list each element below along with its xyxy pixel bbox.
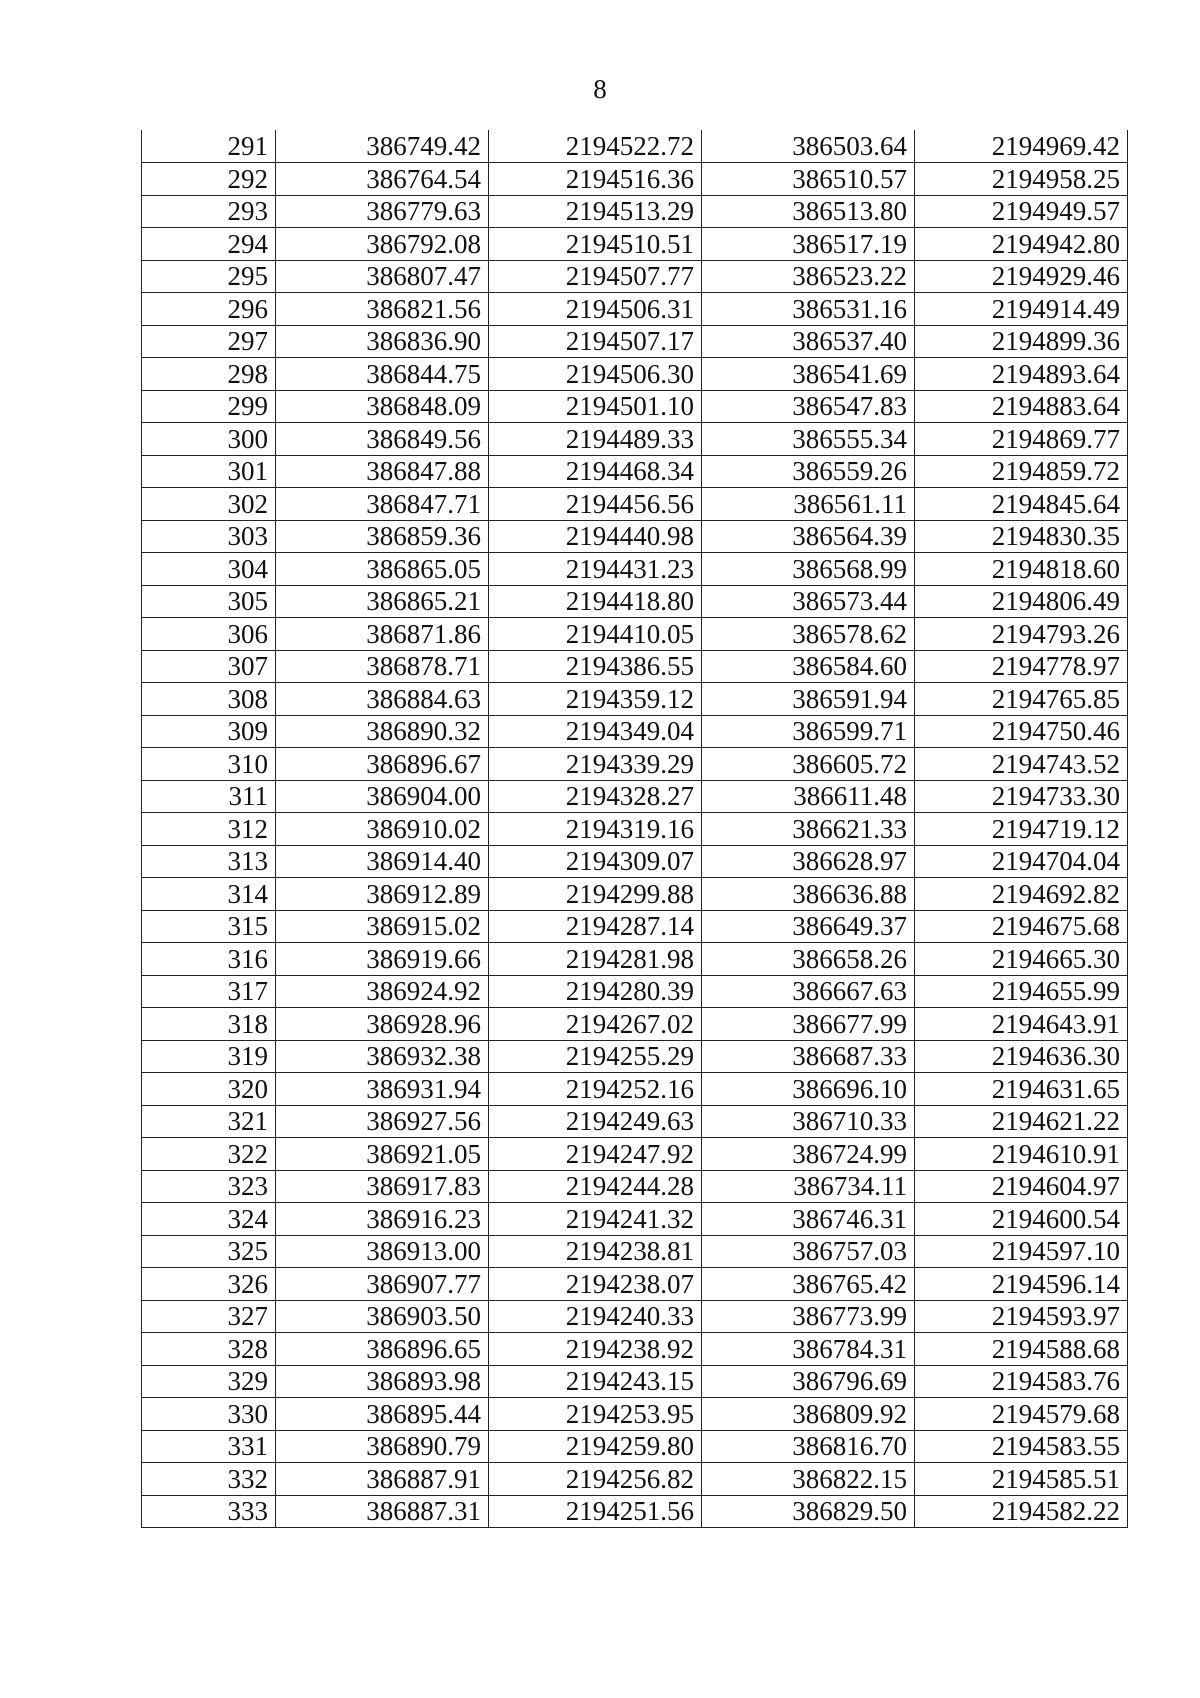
point-number-cell: 327 [142, 1300, 276, 1333]
x2-cell: 386605.72 [702, 748, 915, 781]
y1-cell: 2194468.34 [489, 455, 702, 488]
y2-cell: 2194869.77 [915, 423, 1128, 456]
y2-cell: 2194830.35 [915, 520, 1128, 553]
point-number-cell: 329 [142, 1365, 276, 1398]
point-number-cell: 311 [142, 780, 276, 813]
y1-cell: 2194319.16 [489, 813, 702, 846]
table-row [142, 260, 1128, 293]
x2-cell: 386809.92 [702, 1398, 915, 1431]
x1-cell: 386910.02 [276, 813, 489, 846]
y2-cell: 2194704.04 [915, 845, 1128, 878]
point-number-cell: 297 [142, 325, 276, 358]
y2-cell: 2194765.85 [915, 683, 1128, 716]
point-number-cell: 291 [142, 130, 276, 163]
table-row [142, 1463, 1128, 1496]
table-row [142, 1008, 1128, 1041]
x2-cell: 386636.88 [702, 878, 915, 911]
y1-cell: 2194243.15 [489, 1365, 702, 1398]
x1-cell: 386924.92 [276, 975, 489, 1008]
x1-cell: 386807.47 [276, 260, 489, 293]
table-row [142, 293, 1128, 326]
x1-cell: 386896.67 [276, 748, 489, 781]
y2-cell: 2194733.30 [915, 780, 1128, 813]
x2-cell: 386561.11 [702, 488, 915, 521]
y2-cell: 2194958.25 [915, 163, 1128, 196]
x2-cell: 386696.10 [702, 1073, 915, 1106]
point-number-cell: 322 [142, 1138, 276, 1171]
y2-cell: 2194583.55 [915, 1430, 1128, 1463]
x1-cell: 386893.98 [276, 1365, 489, 1398]
table-row [142, 1333, 1128, 1366]
x2-cell: 386658.26 [702, 943, 915, 976]
y1-cell: 2194510.51 [489, 228, 702, 261]
x2-cell: 386568.99 [702, 553, 915, 586]
y2-cell: 2194621.22 [915, 1105, 1128, 1138]
x2-cell: 386599.71 [702, 715, 915, 748]
table-row [142, 715, 1128, 748]
x2-cell: 386559.26 [702, 455, 915, 488]
point-number-cell: 316 [142, 943, 276, 976]
x1-cell: 386907.77 [276, 1268, 489, 1301]
x1-cell: 386887.31 [276, 1495, 489, 1528]
x2-cell: 386667.63 [702, 975, 915, 1008]
x2-cell: 386773.99 [702, 1300, 915, 1333]
point-number-cell: 313 [142, 845, 276, 878]
point-number-cell: 310 [142, 748, 276, 781]
y1-cell: 2194506.30 [489, 358, 702, 391]
y1-cell: 2194247.92 [489, 1138, 702, 1171]
x2-cell: 386611.48 [702, 780, 915, 813]
table-row [142, 975, 1128, 1008]
x1-cell: 386903.50 [276, 1300, 489, 1333]
table-row [142, 943, 1128, 976]
point-number-cell: 302 [142, 488, 276, 521]
y1-cell: 2194506.31 [489, 293, 702, 326]
x1-cell: 386932.38 [276, 1040, 489, 1073]
y2-cell: 2194585.51 [915, 1463, 1128, 1496]
table-row [142, 585, 1128, 618]
x2-cell: 386621.33 [702, 813, 915, 846]
y2-cell: 2194750.46 [915, 715, 1128, 748]
x1-cell: 386865.05 [276, 553, 489, 586]
table-row [142, 553, 1128, 586]
table-row [142, 1138, 1128, 1171]
y1-cell: 2194280.39 [489, 975, 702, 1008]
y1-cell: 2194507.77 [489, 260, 702, 293]
table-row [142, 1430, 1128, 1463]
x1-cell: 386859.36 [276, 520, 489, 553]
y1-cell: 2194287.14 [489, 910, 702, 943]
x1-cell: 386847.71 [276, 488, 489, 521]
table-row [142, 1105, 1128, 1138]
y1-cell: 2194410.05 [489, 618, 702, 651]
y1-cell: 2194418.80 [489, 585, 702, 618]
x1-cell: 386847.88 [276, 455, 489, 488]
y2-cell: 2194845.64 [915, 488, 1128, 521]
coordinates-table [141, 130, 1128, 1528]
point-number-cell: 321 [142, 1105, 276, 1138]
y1-cell: 2194328.27 [489, 780, 702, 813]
x1-cell: 386779.63 [276, 195, 489, 228]
point-number-cell: 333 [142, 1495, 276, 1528]
point-number-cell: 320 [142, 1073, 276, 1106]
y1-cell: 2194440.98 [489, 520, 702, 553]
x1-cell: 386884.63 [276, 683, 489, 716]
table-row [142, 845, 1128, 878]
point-number-cell: 294 [142, 228, 276, 261]
y1-cell: 2194456.56 [489, 488, 702, 521]
point-number-cell: 318 [142, 1008, 276, 1041]
point-number-cell: 300 [142, 423, 276, 456]
point-number-cell: 299 [142, 390, 276, 423]
x1-cell: 386821.56 [276, 293, 489, 326]
point-number-cell: 303 [142, 520, 276, 553]
y2-cell: 2194942.80 [915, 228, 1128, 261]
table-row [142, 358, 1128, 391]
x1-cell: 386865.21 [276, 585, 489, 618]
point-number-cell: 325 [142, 1235, 276, 1268]
x1-cell: 386890.79 [276, 1430, 489, 1463]
point-number-cell: 319 [142, 1040, 276, 1073]
x2-cell: 386687.33 [702, 1040, 915, 1073]
table-row [142, 878, 1128, 911]
y1-cell: 2194522.72 [489, 130, 702, 163]
y1-cell: 2194253.95 [489, 1398, 702, 1431]
x2-cell: 386649.37 [702, 910, 915, 943]
x1-cell: 386849.56 [276, 423, 489, 456]
table-row [142, 1300, 1128, 1333]
x1-cell: 386916.23 [276, 1203, 489, 1236]
x2-cell: 386537.40 [702, 325, 915, 358]
x1-cell: 386764.54 [276, 163, 489, 196]
table-row [142, 748, 1128, 781]
point-number-cell: 331 [142, 1430, 276, 1463]
point-number-cell: 309 [142, 715, 276, 748]
x1-cell: 386913.00 [276, 1235, 489, 1268]
point-number-cell: 301 [142, 455, 276, 488]
y2-cell: 2194665.30 [915, 943, 1128, 976]
x1-cell: 386928.96 [276, 1008, 489, 1041]
x2-cell: 386503.64 [702, 130, 915, 163]
y2-cell: 2194579.68 [915, 1398, 1128, 1431]
x2-cell: 386784.31 [702, 1333, 915, 1366]
x2-cell: 386555.34 [702, 423, 915, 456]
y1-cell: 2194386.55 [489, 650, 702, 683]
x1-cell: 386919.66 [276, 943, 489, 976]
table-row [142, 1398, 1128, 1431]
y1-cell: 2194281.98 [489, 943, 702, 976]
x2-cell: 386757.03 [702, 1235, 915, 1268]
x2-cell: 386510.57 [702, 163, 915, 196]
point-number-cell: 305 [142, 585, 276, 618]
y2-cell: 2194582.22 [915, 1495, 1128, 1528]
point-number-cell: 330 [142, 1398, 276, 1431]
y1-cell: 2194507.17 [489, 325, 702, 358]
table-row [142, 423, 1128, 456]
y2-cell: 2194675.68 [915, 910, 1128, 943]
x2-cell: 386547.83 [702, 390, 915, 423]
table-row [142, 1495, 1128, 1528]
point-number-cell: 306 [142, 618, 276, 651]
y1-cell: 2194238.92 [489, 1333, 702, 1366]
x1-cell: 386931.94 [276, 1073, 489, 1106]
y1-cell: 2194349.04 [489, 715, 702, 748]
point-number-cell: 323 [142, 1170, 276, 1203]
table-row [142, 1203, 1128, 1236]
x1-cell: 386871.86 [276, 618, 489, 651]
point-number-cell: 295 [142, 260, 276, 293]
y2-cell: 2194655.99 [915, 975, 1128, 1008]
y1-cell: 2194259.80 [489, 1430, 702, 1463]
table-row [142, 1170, 1128, 1203]
y1-cell: 2194516.36 [489, 163, 702, 196]
y2-cell: 2194643.91 [915, 1008, 1128, 1041]
x1-cell: 386914.40 [276, 845, 489, 878]
x2-cell: 386677.99 [702, 1008, 915, 1041]
point-number-cell: 328 [142, 1333, 276, 1366]
x1-cell: 386887.91 [276, 1463, 489, 1496]
x1-cell: 386792.08 [276, 228, 489, 261]
y2-cell: 2194949.57 [915, 195, 1128, 228]
point-number-cell: 293 [142, 195, 276, 228]
x2-cell: 386829.50 [702, 1495, 915, 1528]
table-row [142, 455, 1128, 488]
point-number-cell: 292 [142, 163, 276, 196]
y2-cell: 2194719.12 [915, 813, 1128, 846]
x1-cell: 386904.00 [276, 780, 489, 813]
table-row [142, 1040, 1128, 1073]
y2-cell: 2194893.64 [915, 358, 1128, 391]
x2-cell: 386746.31 [702, 1203, 915, 1236]
x1-cell: 386915.02 [276, 910, 489, 943]
table-row [142, 520, 1128, 553]
y2-cell: 2194597.10 [915, 1235, 1128, 1268]
y1-cell: 2194238.81 [489, 1235, 702, 1268]
point-number-cell: 326 [142, 1268, 276, 1301]
table-row [142, 163, 1128, 196]
x2-cell: 386710.33 [702, 1105, 915, 1138]
y2-cell: 2194929.46 [915, 260, 1128, 293]
x2-cell: 386531.16 [702, 293, 915, 326]
x2-cell: 386564.39 [702, 520, 915, 553]
table-row [142, 650, 1128, 683]
x1-cell: 386927.56 [276, 1105, 489, 1138]
page-number: 8 [593, 74, 607, 104]
table-row [142, 488, 1128, 521]
point-number-cell: 324 [142, 1203, 276, 1236]
x2-cell: 386513.80 [702, 195, 915, 228]
x2-cell: 386734.11 [702, 1170, 915, 1203]
y1-cell: 2194489.33 [489, 423, 702, 456]
y1-cell: 2194431.23 [489, 553, 702, 586]
x1-cell: 386896.65 [276, 1333, 489, 1366]
y2-cell: 2194583.76 [915, 1365, 1128, 1398]
y2-cell: 2194793.26 [915, 618, 1128, 651]
x2-cell: 386541.69 [702, 358, 915, 391]
y2-cell: 2194778.97 [915, 650, 1128, 683]
table-row [142, 195, 1128, 228]
y2-cell: 2194588.68 [915, 1333, 1128, 1366]
y1-cell: 2194256.82 [489, 1463, 702, 1496]
point-number-cell: 296 [142, 293, 276, 326]
coordinates-table-body [142, 130, 1128, 1528]
y1-cell: 2194251.56 [489, 1495, 702, 1528]
y2-cell: 2194859.72 [915, 455, 1128, 488]
x1-cell: 386917.83 [276, 1170, 489, 1203]
y1-cell: 2194252.16 [489, 1073, 702, 1106]
point-number-cell: 314 [142, 878, 276, 911]
x1-cell: 386836.90 [276, 325, 489, 358]
table-row [142, 618, 1128, 651]
x1-cell: 386878.71 [276, 650, 489, 683]
x2-cell: 386816.70 [702, 1430, 915, 1463]
y1-cell: 2194238.07 [489, 1268, 702, 1301]
table-row [142, 390, 1128, 423]
y1-cell: 2194267.02 [489, 1008, 702, 1041]
table-row [142, 910, 1128, 943]
x1-cell: 386844.75 [276, 358, 489, 391]
y2-cell: 2194969.42 [915, 130, 1128, 163]
y1-cell: 2194249.63 [489, 1105, 702, 1138]
y1-cell: 2194339.29 [489, 748, 702, 781]
x2-cell: 386523.22 [702, 260, 915, 293]
y1-cell: 2194299.88 [489, 878, 702, 911]
point-number-cell: 312 [142, 813, 276, 846]
x1-cell: 386912.89 [276, 878, 489, 911]
x2-cell: 386796.69 [702, 1365, 915, 1398]
x1-cell: 386921.05 [276, 1138, 489, 1171]
y2-cell: 2194743.52 [915, 748, 1128, 781]
y1-cell: 2194240.33 [489, 1300, 702, 1333]
table-row [142, 780, 1128, 813]
table-row [142, 813, 1128, 846]
x1-cell: 386749.42 [276, 130, 489, 163]
y2-cell: 2194899.36 [915, 325, 1128, 358]
y1-cell: 2194309.07 [489, 845, 702, 878]
y1-cell: 2194241.32 [489, 1203, 702, 1236]
y2-cell: 2194610.91 [915, 1138, 1128, 1171]
y2-cell: 2194806.49 [915, 585, 1128, 618]
y2-cell: 2194600.54 [915, 1203, 1128, 1236]
x2-cell: 386573.44 [702, 585, 915, 618]
x1-cell: 386890.32 [276, 715, 489, 748]
table-row [142, 228, 1128, 261]
point-number-cell: 298 [142, 358, 276, 391]
x2-cell: 386517.19 [702, 228, 915, 261]
y1-cell: 2194513.29 [489, 195, 702, 228]
table-row [142, 325, 1128, 358]
x2-cell: 386765.42 [702, 1268, 915, 1301]
x2-cell: 386724.99 [702, 1138, 915, 1171]
y2-cell: 2194914.49 [915, 293, 1128, 326]
x2-cell: 386628.97 [702, 845, 915, 878]
point-number-cell: 315 [142, 910, 276, 943]
point-number-cell: 304 [142, 553, 276, 586]
y2-cell: 2194818.60 [915, 553, 1128, 586]
y2-cell: 2194883.64 [915, 390, 1128, 423]
table-row [142, 130, 1128, 163]
x2-cell: 386578.62 [702, 618, 915, 651]
y1-cell: 2194359.12 [489, 683, 702, 716]
x2-cell: 386822.15 [702, 1463, 915, 1496]
y2-cell: 2194636.30 [915, 1040, 1128, 1073]
x2-cell: 386591.94 [702, 683, 915, 716]
point-number-cell: 332 [142, 1463, 276, 1496]
y2-cell: 2194604.97 [915, 1170, 1128, 1203]
table-row [142, 683, 1128, 716]
point-number-cell: 317 [142, 975, 276, 1008]
x1-cell: 386895.44 [276, 1398, 489, 1431]
table-row [142, 1268, 1128, 1301]
y1-cell: 2194244.28 [489, 1170, 702, 1203]
y2-cell: 2194631.65 [915, 1073, 1128, 1106]
table-row [142, 1073, 1128, 1106]
x2-cell: 386584.60 [702, 650, 915, 683]
y2-cell: 2194692.82 [915, 878, 1128, 911]
y2-cell: 2194593.97 [915, 1300, 1128, 1333]
y1-cell: 2194501.10 [489, 390, 702, 423]
y1-cell: 2194255.29 [489, 1040, 702, 1073]
table-row [142, 1235, 1128, 1268]
x1-cell: 386848.09 [276, 390, 489, 423]
y2-cell: 2194596.14 [915, 1268, 1128, 1301]
point-number-cell: 307 [142, 650, 276, 683]
point-number-cell: 308 [142, 683, 276, 716]
table-row [142, 1365, 1128, 1398]
